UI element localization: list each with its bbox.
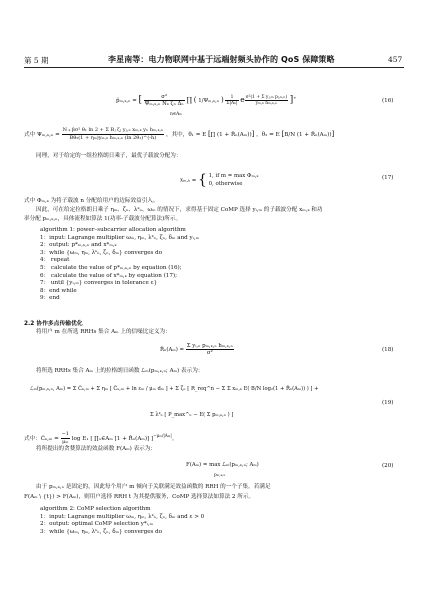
- eq18-fraction: [186, 343, 234, 356]
- psi-lead: 式中 Ψₘ,ₖ,ₙ =: [24, 132, 60, 138]
- equation-18: [160, 343, 234, 356]
- algorithm-1-line: 6： calculate the value of x*ₘ,ₖ by equation (17);: [40, 272, 177, 279]
- eq18-number: (18): [382, 347, 394, 353]
- eq17-cases: [209, 172, 259, 188]
- equation-17: [180, 172, 258, 188]
- algorithm-1-line: 4： repeat: [40, 257, 70, 264]
- eq16-gamma-den: yₘ,ₖ hₘ,ₖ,ₙ: [255, 101, 278, 106]
- algorithm-1-line: 7： until {yᵢ,ₘ} converges in tolerance ε}: [40, 280, 158, 287]
- paragraph-lagrange-2: 率分配 pₘ,ₖ,ₙ，具体流程如算法 1(功率-子载波分配算法)所示。: [24, 216, 182, 222]
- paragraph-lagrangian-intro: 将所选 RRHs 集合 Aₘ 上的拉格朗日函数 ℒₘ(pₘ,ₖ,ₙ; Aₘ) 表示为：: [36, 368, 204, 374]
- eq17-brace: {: [197, 172, 207, 188]
- eq17-case-1: 1, if m = max Φₘ,ₖ: [208, 173, 259, 179]
- header-rule: [24, 67, 404, 68]
- eq17-case-2: 0, otherwise: [208, 181, 243, 187]
- eq18-lhs: R̂ₙ(Aₘ) =: [160, 347, 185, 353]
- c-tilde-den: μₘ: [62, 439, 69, 445]
- phi-definition: 式中 Φₘ,ₖ 为将子载波 n 分配给用户的边际效益引入。: [24, 198, 159, 204]
- theta1-lead: ，其中，θ₁ = E: [165, 132, 207, 138]
- algorithm-2: [40, 506, 204, 536]
- page-number: 457: [388, 55, 403, 64]
- psi-num: N ₖ βσ² θ₁ ln 2 + Σ Bⱼ ζⱼ yⱼ,ₙ xₘ,ₖ yₙ hₘ,ₖ,ₙ: [62, 127, 164, 133]
- psi-den: Bθ₂(1 + ηₘ)yₘ,ₖ hₘ,ₖ,ₙ (ln 2θ₁)^(-h): [69, 135, 157, 141]
- eq20-subscript: pₘ,ₖ,ₙ: [214, 472, 226, 477]
- algorithm-1-line: 2：output: p*ₘ,ₖ,ₙ and x*ₘ,ₖ: [40, 242, 117, 249]
- c-tilde-num: −1: [61, 431, 69, 437]
- eq16-paren-open: (: [193, 96, 197, 104]
- algorithm-2-title: algorithm 2: CoMP selection algorithm: [40, 506, 151, 512]
- algorithm-2-line: 1：input: Lagrange multiplier ωₘ, ηₘ, λᵏₙ, ζₙ, δₘ and ε > 0: [40, 513, 205, 520]
- eq16-gamma-body: σ²(1 + Σ yⱼ,ₘ pⱼ,ₖ,ₙ): [245, 95, 288, 100]
- equation-16: p̂ₘ,ₖ,ₙ = [ $\frac{\text{σ²}}{\text{Ψₘ,ₖ,ₙ Nₖ ζₙ Δₙ}}$ ∏ ( 1/Ψₘ,ₖ,ₙ ) $\frac{1}{\text{Σ|Aₙ|}}$ e $\frac{\text{σ²(1 + Σ yⱼ,ₘ pⱼ,ₖ,ₙ)}}{\text{yₘ,ₖ hₘ,ₖ,ₙ}}$ ]+: [116, 94, 297, 107]
- theta1-body: ∏ (1 + R̂ₙ(Aₘ)): [210, 132, 252, 138]
- eq17-lhs: xₘ,ₖ =: [180, 177, 197, 184]
- algorithm-1-line: 3：while {ωₘ, ηₘ, λᵏₙ, ζₙ, δₘ} converges do: [40, 249, 163, 256]
- eq20-number: (20): [382, 463, 394, 469]
- paragraph-lagrange-1: 因此，可在给定拉格朗日乘子 ηₘ、ζₙ、λᵏₙ、ωₘ 的情况下，求得基于固定 CoMP 选择 yᵢ,ₘ 的子载波分配 xₘ,ₖ 和功: [36, 207, 323, 213]
- section-heading-comp: 2.2 协作多点传输优化: [24, 321, 83, 327]
- algorithm-1-title: algorithm 1: power–subcarrier allocation algorithm: [40, 227, 186, 233]
- paragraph-snr-intro: 将用户 m 在所选 RRHs 集合 Aₘ 上的信噪比定义为：: [36, 329, 171, 335]
- eq16-exp-num: 1: [225, 95, 238, 101]
- equation-20: F(Aₘ) = max ℒₘ(pₘ,ₖ,ₙ; Aₘ): [186, 462, 259, 468]
- algorithm-2-line: 3：while {ωₘ, ηₘ, λᵏₙ, ζₙ, δₘ} converges do: [40, 528, 163, 535]
- eq16-product-symbol: ∏: [186, 96, 193, 104]
- eq16-exp-den: Σ|Aₙ|: [226, 101, 238, 106]
- eq16-product-subscript: n∈Aₘ: [170, 112, 182, 117]
- c-tilde-definition: [24, 431, 177, 446]
- eq16-lead-fraction: [144, 94, 185, 107]
- paragraph-optimal-subcarrier: 同理，对于给定的一组拉格朗日乘子，最优子载波分配为：: [36, 153, 182, 159]
- psi-definition: 式中 Ψₘ,ₖ,ₙ = $\frac{\text{N ₖ βσ² θ₁ ln 2 + Σ Bⱼ ζⱼ yⱼ,ₙ xₘ,ₖ yₙ hₘ,ₖ,ₙ}}{\text{Bθ₂(1 + ηₘ)yₘ,ₖ hₘ,ₖ,ₙ (ln 2θ₁)\textasciicircum{}(-h)}}$ ，其中，θ₁ = E [∏ (1 + R̂ₙ(Aₘ))] ，θ₂ = E [B/N (1 + R̂ₙ(Aₘ))]: [24, 127, 335, 141]
- algorithm-2-line: 2：output: optimal CoMP selection y*ᵢ,ₘ: [40, 521, 154, 528]
- eq18-num: Σ yᵢ,ₙ pₘ,ₖ,ₙ hₘ,ₖ,ₙ: [186, 343, 233, 349]
- eq16-bracket-close: ]: [289, 95, 294, 105]
- eq18-den: σ²: [206, 350, 213, 356]
- c-tilde-end: 。: [171, 436, 178, 442]
- c-tilde-body: log E₁ [ ∏ₙ∈Aₘ [1 + R̂ₙ(Aₘ)] ]: [71, 436, 154, 442]
- c-tilde-exponent: −μₘ/|Aₘ|: [153, 433, 172, 439]
- eq16-number: (16): [382, 98, 394, 104]
- eq16-exponent: [225, 95, 238, 106]
- eq16-base: 1/Ψₘ,ₖ,ₙ: [198, 98, 220, 104]
- theta2-lead: ，θ₂ = E: [256, 132, 280, 138]
- algorithm-1-line: 9：end: [40, 295, 60, 302]
- eq16-lead-den: Ψₘ,ₖ,ₙ Nₖ ζₙ Δₙ: [144, 101, 184, 107]
- eq16-lhs: p̂ₘ,ₖ,ₙ =: [116, 98, 137, 104]
- eq19-number: (19): [382, 400, 394, 406]
- eq16-lead-num: σ²: [144, 94, 185, 101]
- algorithm-1-line: 1：input: Lagrange multiplier ωₘ, ηₘ, λᵏₙ, ζₙ, δₘ and yᵢ,ₘ: [40, 234, 200, 241]
- psi-fraction: [62, 127, 165, 142]
- eq16-gamma: [245, 95, 288, 106]
- algorithm-1-line: 5： calculate the value of p*ₘ,ₖ,ₙ by equation (16);: [40, 264, 182, 271]
- eq16-bracket-open: [: [138, 95, 142, 105]
- equation-19-line-1: ℒₘ(pₘ,ₖ,ₙ, Aₘ) = Σ C̃ₖ,ₘ + Σ ηₘ [ C̃ₖ,ₘ + ln εₘ / μₘ dₘ ] + Σ ζₙ [ R_req^n − Σ Σ xₘ,ₖ E( B/N log₂(1 + R̂ₙ(Aₘ)) ) ] +: [30, 386, 319, 392]
- algorithm-1-line: 8：end while: [40, 287, 77, 294]
- c-tilde-lead: 式中：C̃ₖ,ₘ =: [24, 436, 59, 442]
- c-tilde-fraction: [61, 431, 70, 446]
- paragraph-utility-intro: 将所提出的贪婪算法的效益函数 F(Aₘ) 表示为：: [36, 446, 156, 452]
- algorithm-1: [40, 227, 199, 303]
- page-running-title: 李星南等：电力物联网中基于远端射频头协作的 QoS 保障策略: [108, 55, 335, 64]
- paragraph-greedy-1: 由于 pₘ,ₖ,ₙ 是固定的，因此每个用户 m 倾向于关联满足效益函数的 RRH 的一个子集。若满足: [36, 484, 271, 490]
- eq16-paren-close: ): [220, 96, 224, 104]
- theta2-body: B/N (1 + R̂ₙ(Aₘ)): [284, 132, 332, 138]
- page-issue: 第 5 期: [24, 56, 49, 65]
- equation-19-line-2: Σ λᵏₙ [ P_max^ₙ − E( Σ pₘ,ₖ,ₙ ) ]: [150, 412, 234, 418]
- paragraph-greedy-2: F(Aₘ \ {t}) > F(Aₘ)，则用户选择 RRH t 为其提供服务，CoMP 选择算法如算法 2 所示。: [24, 494, 255, 500]
- eq17-number: (17): [382, 175, 394, 181]
